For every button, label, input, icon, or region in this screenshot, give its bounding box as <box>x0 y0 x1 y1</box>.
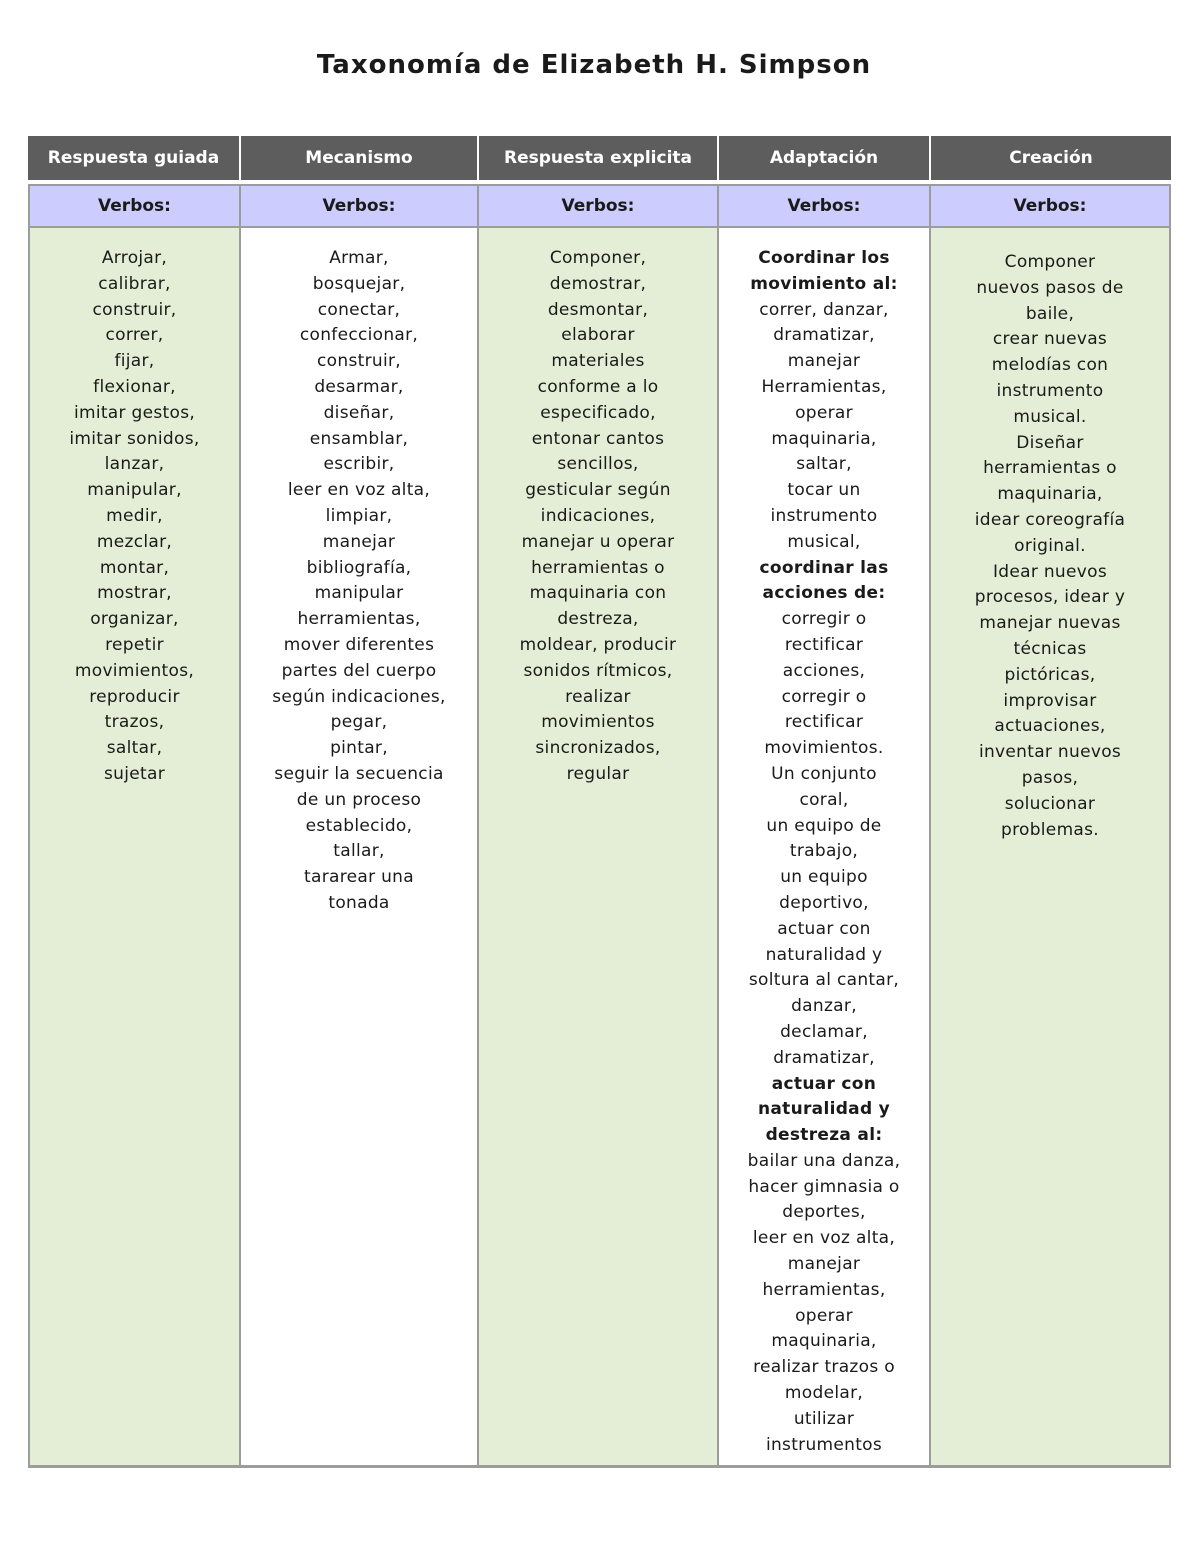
verb-line: danzar, <box>791 996 857 1017</box>
verb-list <box>931 228 1171 1468</box>
verb-line: fijar, <box>114 351 155 372</box>
verb-line: baile, <box>1025 303 1075 324</box>
verb-list <box>719 228 931 1468</box>
verb-line: saltar, <box>796 454 852 475</box>
verb-line: dramatizar, <box>773 1047 875 1068</box>
verb-line: medir, <box>106 505 163 526</box>
verb-line: elaborar <box>561 325 635 346</box>
verb-list <box>479 228 719 1468</box>
verb-line: crear nuevas <box>992 329 1108 350</box>
verb-line: pictóricas, <box>1004 664 1096 685</box>
verb-line: un equipo de <box>766 815 882 836</box>
verb-line: destreza, <box>557 609 639 630</box>
verb-line: acciones de: <box>762 583 886 604</box>
verb-line: correr, danzar, <box>759 299 889 320</box>
verb-line: dramatizar, <box>773 325 875 346</box>
verb-line: técnicas <box>1013 638 1087 659</box>
verb-line: reproducir <box>89 686 180 707</box>
verb-line: instrumento <box>770 505 878 526</box>
verb-line: maquinaria, <box>997 484 1103 505</box>
verb-line: musical, <box>787 531 861 552</box>
verb-line: regular <box>566 763 630 784</box>
verb-line: maquinaria con <box>529 583 667 604</box>
verb-line: mezclar, <box>96 531 173 552</box>
verb-line: realizar trazos o <box>753 1357 895 1378</box>
verb-line: seguir la secuencia <box>274 763 444 784</box>
verb-line: manejar u operar <box>521 531 675 552</box>
verbs-label: Verbos: <box>931 184 1171 228</box>
verb-line: diseñar, <box>323 402 395 423</box>
verb-line: tallar, <box>333 841 385 862</box>
verb-line: saltar, <box>106 738 163 759</box>
verb-line: Un conjunto <box>771 763 877 784</box>
verb-line: leer en voz alta, <box>287 480 431 501</box>
verb-line: Armar, <box>329 248 389 268</box>
verb-line: sonidos rítmicos, <box>523 660 673 681</box>
verb-line: destreza al: <box>765 1125 883 1146</box>
verb-line: conforme a lo <box>537 376 659 397</box>
verb-line: mover diferentes <box>283 634 435 655</box>
verb-line: instrumento <box>996 380 1104 401</box>
verb-line: ensamblar, <box>309 428 409 449</box>
verb-line: declamar, <box>780 1021 868 1042</box>
verb-line: Herramientas, <box>761 376 887 397</box>
verb-line: organizar, <box>90 609 179 630</box>
verb-line: pasos, <box>1021 767 1079 788</box>
verb-line: manejar <box>787 1254 861 1275</box>
verb-line: rectificar <box>784 634 864 655</box>
verb-line: soltura al cantar, <box>748 970 900 991</box>
verb-line: un equipo <box>780 867 868 888</box>
verb-line: sencillos, <box>557 454 639 475</box>
verb-line: demostrar, <box>549 273 647 294</box>
verb-line: lanzar, <box>104 454 165 475</box>
verb-line: coordinar las <box>759 557 889 578</box>
content-row <box>28 228 1171 1468</box>
verb-line: herramientas, <box>762 1279 886 1300</box>
verb-line: coral, <box>799 789 849 810</box>
verbs-label: Verbos: <box>241 184 479 228</box>
verb-line: musical. <box>1013 406 1087 427</box>
header-row <box>28 136 1171 180</box>
verb-line: deportes, <box>782 1202 866 1223</box>
verb-line: naturalidad y <box>757 1099 891 1120</box>
verb-line: melodías con <box>991 355 1109 376</box>
verb-line: trabajo, <box>789 841 859 862</box>
verb-line: montar, <box>99 557 170 578</box>
verb-line: instrumentos <box>765 1434 883 1455</box>
column-header: Creación <box>931 136 1171 180</box>
verb-line: corregir o <box>781 686 867 707</box>
verbs-row <box>28 184 1171 228</box>
verb-line: movimientos. <box>764 738 884 759</box>
column-header: Adaptación <box>719 136 931 180</box>
verb-line: manipular <box>314 583 404 604</box>
verb-line: imitar gestos, <box>73 402 196 423</box>
page-title: Taxonomía de Elizabeth H. Simpson <box>316 50 872 80</box>
verb-line: limpiar, <box>325 505 393 526</box>
verb-line: establecido, <box>305 815 413 836</box>
verb-list <box>28 228 241 1468</box>
verb-line: desmontar, <box>547 299 649 320</box>
verb-line: especificado, <box>540 402 656 423</box>
verb-line: bailar una danza, <box>747 1150 901 1171</box>
verb-line: maquinaria, <box>771 1331 877 1352</box>
verb-line: pegar, <box>330 712 388 733</box>
verb-line: mostrar, <box>97 583 172 604</box>
verb-line: tocar un <box>787 480 861 501</box>
verb-line: repetir <box>105 634 164 655</box>
verb-line: desarmar, <box>314 376 404 397</box>
verb-line: construir, <box>92 299 177 320</box>
verb-line: leer en voz alta, <box>752 1228 896 1249</box>
verb-line: idear coreografía <box>974 509 1126 530</box>
verb-line: operar <box>795 402 853 423</box>
verb-line: improvisar <box>1003 690 1097 711</box>
verb-line: actuaciones, <box>994 716 1106 737</box>
verb-line: bibliografía, <box>306 557 412 578</box>
verb-line: realizar <box>565 686 631 707</box>
verb-line: sincronizados, <box>535 738 661 759</box>
verb-line: manejar nuevas <box>979 613 1121 634</box>
verb-line: pintar, <box>330 738 388 759</box>
verbs-label: Verbos: <box>719 184 931 228</box>
verb-line: actuar con <box>777 918 871 939</box>
verb-line: manejar <box>787 351 861 372</box>
verb-line: materiales <box>551 351 645 372</box>
verb-line: confeccionar, <box>299 325 419 346</box>
verb-line: correr, <box>105 325 164 346</box>
verb-line: conectar, <box>317 299 401 320</box>
taxonomy-table <box>28 136 1171 1468</box>
verb-line: modelar, <box>784 1383 864 1404</box>
verb-line: manejar <box>322 531 396 552</box>
verb-line: original. <box>1014 535 1086 556</box>
verb-line: movimientos <box>541 712 655 733</box>
verb-line: escribir, <box>323 454 395 475</box>
verb-line: herramientas o <box>983 458 1117 479</box>
verb-line: actuar con <box>771 1073 877 1094</box>
verb-line: deportivo, <box>779 892 869 913</box>
verb-line: problemas. <box>1000 819 1100 840</box>
verb-line: moldear, producir <box>519 634 677 655</box>
verb-line: Arrojar, <box>101 248 168 268</box>
verb-line: procesos, idear y <box>974 587 1126 608</box>
verb-line: bosquejar, <box>312 273 406 294</box>
verb-line: movimiento al: <box>750 273 898 294</box>
verb-line: inventar nuevos <box>978 742 1122 763</box>
verb-line: tonada <box>328 892 390 913</box>
verb-line: según indicaciones, <box>272 686 446 707</box>
verb-line: sujetar <box>104 763 165 784</box>
verb-line: partes del cuerpo <box>281 660 437 681</box>
verb-line: operar <box>795 1305 853 1326</box>
verb-line: solucionar <box>1004 793 1096 814</box>
verb-line: calibrar, <box>98 273 171 294</box>
verb-line: utilizar <box>793 1408 855 1429</box>
verb-line: tararear una <box>304 867 414 888</box>
verb-line: Componer, <box>549 248 647 268</box>
verbs-label: Verbos: <box>479 184 719 228</box>
verb-line: nuevos pasos de <box>976 277 1124 298</box>
verb-line: hacer gimnasia o <box>748 1176 900 1197</box>
verb-line: indicaciones, <box>540 505 656 526</box>
column-header: Mecanismo <box>241 136 479 180</box>
verb-line: acciones, <box>782 660 866 681</box>
verb-line: Diseñar <box>1016 432 1084 453</box>
column-header: Respuesta guiada <box>28 136 241 180</box>
verb-line: Idear nuevos <box>992 561 1107 582</box>
verb-line: Componer <box>1004 252 1096 272</box>
verb-list <box>241 228 479 1468</box>
verb-line: naturalidad y <box>765 944 883 965</box>
column-header: Respuesta explicita <box>479 136 719 180</box>
verb-line: maquinaria, <box>771 428 877 449</box>
verb-line: entonar cantos <box>531 428 665 449</box>
verb-line: Coordinar los <box>758 248 890 268</box>
verb-line: herramientas, <box>297 609 421 630</box>
verb-line: gesticular según <box>525 480 671 501</box>
verb-line: trazos, <box>104 712 165 733</box>
verb-line: construir, <box>317 351 401 372</box>
verb-line: corregir o <box>781 609 867 630</box>
verb-line: imitar sonidos, <box>69 428 200 449</box>
verb-line: de un proceso <box>296 789 422 810</box>
verbs-label: Verbos: <box>28 184 241 228</box>
verb-line: movimientos, <box>74 660 195 681</box>
verb-line: rectificar <box>784 712 864 733</box>
verb-line: flexionar, <box>93 376 176 397</box>
verb-line: manipular, <box>87 480 182 501</box>
verb-line: herramientas o <box>531 557 665 578</box>
